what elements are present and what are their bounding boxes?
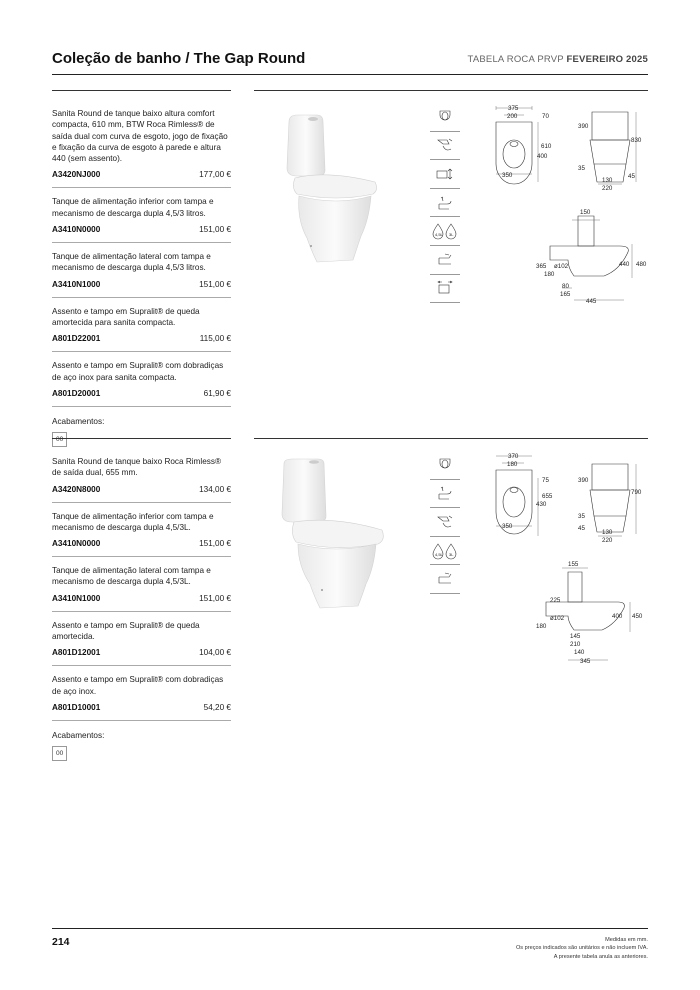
dim-label: 350 [502,172,513,179]
dim-label: 130 [602,177,613,184]
dim-label: 80 [562,283,569,290]
divider [254,438,479,439]
item-price: 151,00 € [199,279,231,289]
item-description: Sanita Round de tanque baixo altura comfort compacta, 610 mm, BTW Roca Rimless® de saída dual com curva de esgoto, jogo de fixação e fixação da curva de esgoto à parede e altura 440 (sem assento). [52,109,228,164]
dim-label: 400 [612,613,623,620]
dim-label: 400 [537,153,548,160]
dim-label: 450 [632,613,643,620]
page-title: Coleção de banho / The Gap Round [52,50,306,67]
dim-label: 200 [507,113,518,120]
item-code: A801D10001 [52,702,101,712]
feature-icons [430,451,460,594]
item-description: Tanque de alimentação inferior com tampa e mecanismo de descarga dupla 4,5/3L. [52,511,214,532]
price-table-date: FEVEREIRO 2025 [566,54,648,65]
dim-label: 390 [578,477,589,484]
dim-label: 445 [586,298,597,304]
item-code: A3410N1000 [52,593,101,603]
dim-label: 365 [536,263,547,270]
dim-label: ø102 [550,615,565,622]
item-price: 54,20 € [203,702,231,712]
footnotes [516,936,648,961]
dim-label: 140 [574,649,585,656]
water-drop-icon [430,537,460,566]
divider [462,438,648,439]
item-price: 104,00 € [199,648,231,658]
dim-label: 480 [636,261,647,268]
dim-label: 180 [544,271,555,278]
dim-label: 210 [570,641,581,648]
toilet-photo [277,110,407,270]
item-price: 151,00 € [199,225,231,235]
page-number: 214 [52,936,70,948]
toilet-seat-icon [430,451,460,480]
flush-icon [430,508,460,537]
item-description: Assento e tampo em Supralit® de queda amortecida para sanita compacta. [52,306,200,327]
dim-label: 440 [619,261,630,268]
dim-label: 225 [550,597,561,604]
dim-label: 370 [508,453,519,460]
dim-label: 145 [570,633,581,640]
dim-label: 375 [508,105,519,112]
item-description: Tanque de alimentação lateral com tampa e mecanismo de descarga dupla 4,5/3 litros. [52,252,211,273]
item-code: A3410N1000 [52,279,101,289]
dim-label: 180 [507,461,518,468]
list-item [52,557,231,612]
drop-label-small: 3L [449,551,454,557]
item-code: A3410N0000 [52,225,101,235]
item-list [52,448,231,761]
dim-label: 350 [502,523,513,530]
list-item [52,352,231,407]
dim-label: 45 [578,525,585,532]
item-list [52,100,231,447]
dim-label: 345 [580,658,591,665]
technical-drawing [480,452,650,672]
page-header-right [468,54,648,65]
item-description: Sanita Round de tanque baixo Roca Rimless® de saída dual, 655 mm. [52,457,221,478]
dim-label: 655 [542,493,553,500]
finish-label: Acabamentos: [52,416,105,426]
dim-label: 45 [628,173,635,180]
dim-label: 165 [560,291,571,298]
item-code: A3420NJ000 [52,170,101,180]
divider [462,90,648,91]
item-price: 151,00 € [199,593,231,603]
list-item [52,503,231,558]
drop-label-small: 3L [449,232,454,238]
dim-label: 610 [541,143,552,150]
item-code: A3420N8000 [52,484,101,494]
finish-label: Acabamentos: [52,730,105,740]
list-item [52,243,231,298]
footer-divider [52,928,648,929]
rimless-icon [430,480,460,509]
footnote: Os preços indicados são unitários e não incluem IVA. [515,945,648,952]
dim-label: 75 [542,477,549,484]
footnote: Medidas em mm. [605,937,648,943]
finish-badge: 00 [52,432,67,447]
divider [254,90,479,91]
list-item [52,666,231,721]
item-description: Tanque de alimentação inferior com tampa e mecanismo de descarga dupla 4,5/3 litros. [52,197,214,218]
divider [52,438,231,439]
item-description: Tanque de alimentação lateral com tampa e mecanismo de descarga dupla 4,5/3L. [52,566,211,587]
dim-label: 220 [602,537,613,544]
dim-label: 430 [536,501,547,508]
wall-fix-icon [430,565,460,594]
item-code: A801D22001 [52,334,101,344]
footnote: A presente tabela anula as anteriores. [553,953,648,960]
dim-label: 830 [631,137,642,144]
drop-label-large: 4,5L [435,232,443,238]
item-price: 151,00 € [199,539,231,549]
item-price: 134,00 € [199,484,231,494]
divider [52,90,231,91]
dim-label: 155 [568,561,579,568]
dim-label: 35 [578,165,585,172]
finish-badge: 00 [52,746,67,761]
dim-label: 220 [602,185,613,192]
header-divider [52,74,648,75]
toilet-photo [274,456,414,616]
item-description: Assento e tampo em Supralit® de queda amortecida. [52,620,200,642]
list-item [52,448,231,503]
dim-label: 35 [578,513,585,520]
dim-label: 70 [542,113,549,120]
drop-label-large: 4,5L [435,551,443,557]
dim-label: 790 [631,489,642,496]
item-price: 61,90 € [203,388,231,398]
dim-label: 150 [580,209,591,216]
list-item [52,298,231,353]
list-item [52,100,231,188]
dim-label: 390 [578,123,589,130]
item-price: 177,00 € [199,170,231,180]
price-table-label: TABELA ROCA PRVP [467,54,564,65]
item-code: A801D12001 [52,648,101,658]
item-code: A3410N0000 [52,539,101,549]
dim-label: ø102 [554,263,569,270]
item-code: A801D20001 [52,388,101,398]
technical-drawing [480,104,650,304]
item-description: Assento e tampo em Supralit® com dobradiças de aço inox para sanita compacta. [52,361,224,382]
dim-label: 180 [536,623,547,630]
list-item [52,612,231,667]
item-description: Assento e tampo em Supralit® com dobradiças de aço inox. [52,675,224,696]
item-price: 115,00 € [199,334,231,344]
dim-label: 130 [602,529,613,536]
list-item [52,188,231,243]
